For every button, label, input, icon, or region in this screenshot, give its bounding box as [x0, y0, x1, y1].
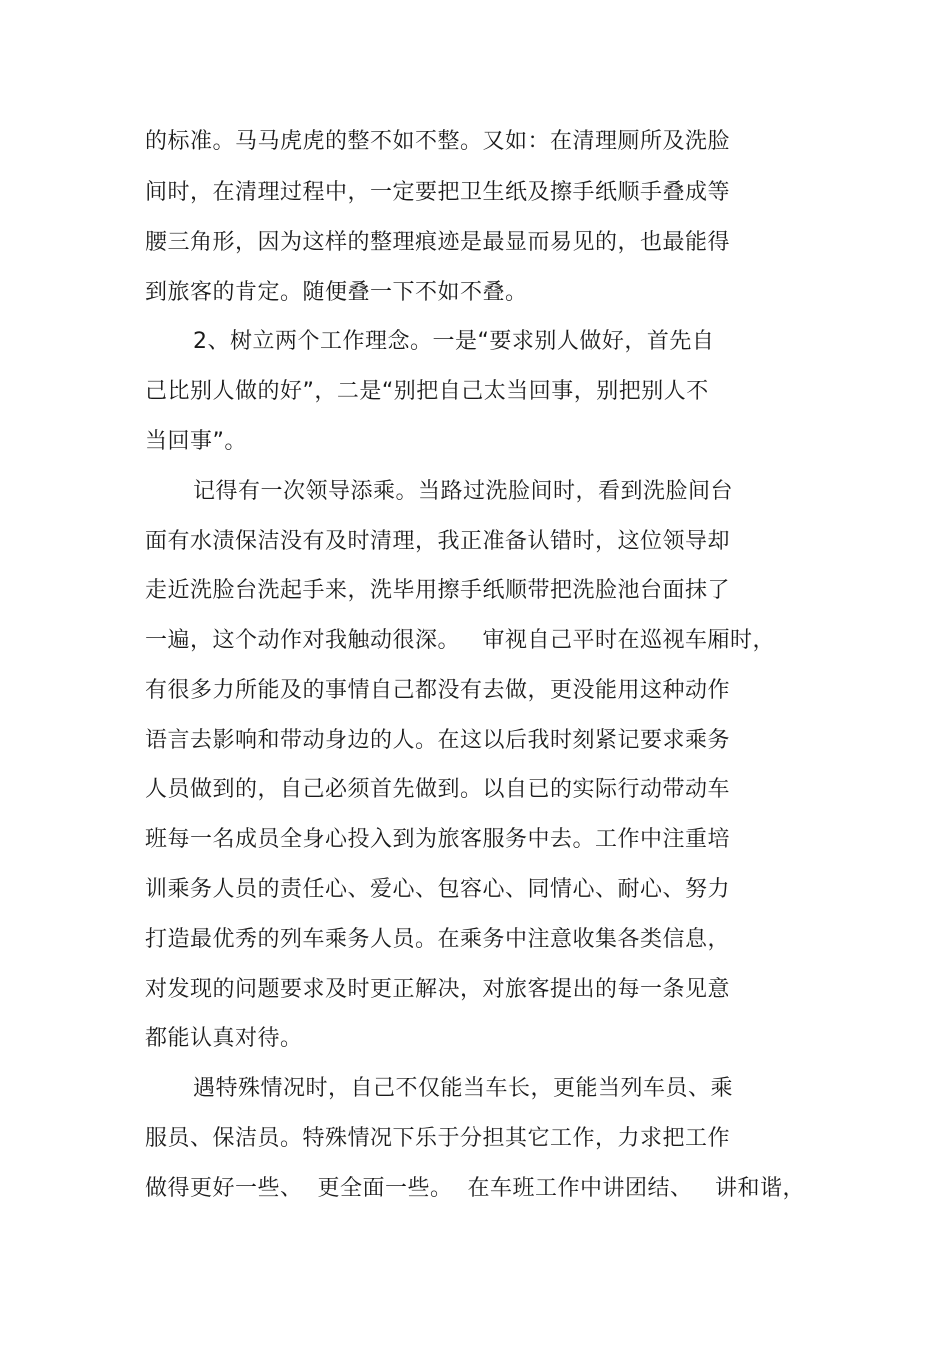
paragraph-first-line: 记得有一次领导添乘。当路过洗脸间时，看到洗脸间台 [193, 479, 734, 504]
text-line: 对发现的问题要求及时更正解决，对旅客提出的每一条见意 [145, 977, 731, 1002]
text-line: 间时，在清理过程中，一定要把卫生纸及擦手纸顺手叠成等 [145, 180, 731, 205]
text-line: 己比别人做的好”，二是“别把自己太当回事，别把别人不 [145, 379, 709, 404]
paragraph-first-line: 遇特殊情况时，自己不仅能当车长，更能当列车员、乘 [193, 1076, 734, 1101]
text-line: 打造最优秀的列车乘务人员。在乘务中注意收集各类信息， [145, 927, 731, 952]
text-line: 服员、保洁员。特殊情况下乐于分担其它工作，力求把工作 [145, 1126, 731, 1151]
text-line: 面有水渍保洁没有及时清理，我正准备认错时，这位领导却 [145, 529, 731, 554]
text-line: 都能认真对待。 [145, 1026, 303, 1051]
text-line: 当回事”。 [145, 429, 247, 454]
text-line: 人员做到的，自己必须首先做到。以自已的实际行动带动车 [145, 777, 731, 802]
text-line: 到旅客的肯定。随便叠一下不如不叠。 [145, 280, 528, 305]
text-line: 一遍，这个动作对我触动很深。 审视自己平时在巡视车厢时， [145, 628, 775, 653]
text-line: 训乘务人员的责任心、爱心、包容心、同情心、耐心、努力 [145, 877, 731, 902]
text-line: 语言去影响和带动身边的人。在这以后我时刻紧记要求乘务 [145, 728, 731, 753]
text-line: 做得更好一些、 更全面一些。 在车班工作中讲团结、 讲和谐， [145, 1176, 805, 1201]
text-line: 班每一名成员全身心投入到为旅客服务中去。工作中注重培 [145, 827, 731, 852]
text-line: 腰三角形，因为这样的整理痕迹是最显而易见的，也最能得 [145, 230, 731, 255]
paragraph-first-line: 2、树立两个工作理念。一是“要求别人做好，首先自 [193, 329, 715, 354]
text-line: 的标准。马马虎虎的整不如不整。又如：在清理厕所及洗脸 [145, 129, 731, 154]
text-line: 走近洗脸台洗起手来，洗毕用擦手纸顺带把洗脸池台面抹了 [145, 578, 731, 603]
text-line: 有很多力所能及的事情自己都没有去做，更没能用这种动作 [145, 678, 731, 703]
